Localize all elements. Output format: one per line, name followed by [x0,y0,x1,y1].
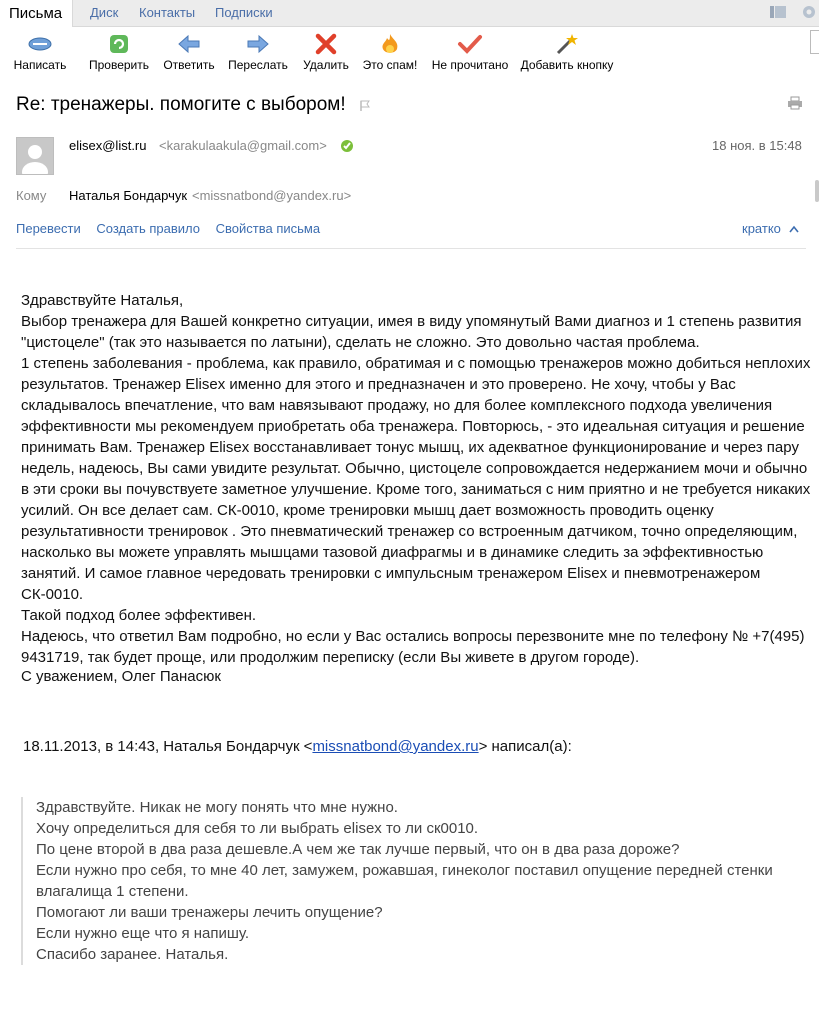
reply-button[interactable]: Ответить [161,30,217,72]
chevron-up-icon [789,225,799,233]
message-properties-link[interactable]: Свойства письма [215,221,321,236]
add-button-button[interactable]: Добавить кнопку [520,30,614,72]
translate-link[interactable]: Перевести [16,221,81,236]
reply-arrow-icon [176,32,202,56]
forward-arrow-icon [245,32,271,56]
spam-button[interactable]: Это спам! [362,30,418,72]
scrollbar[interactable] [815,180,819,202]
compose-button[interactable]: Написать [12,30,68,72]
checkmark-icon [457,32,483,56]
quote-line: Помогают ли ваши тренажеры лечить опущение? [36,904,383,921]
body-line: Надеюсь, что ответил Вам подробно, но если у Вас остались вопросы перезвоните мне по телефону № +7(495) [21,628,805,645]
body-line: эффективности мы рекомендуем приобретать оба тренажера. Повторюсь, - это идеальная ситуация и решение [21,418,805,435]
magic-wand-icon [554,32,580,56]
search-input[interactable] [810,30,819,54]
refresh-icon [106,32,132,56]
fire-icon [377,32,403,56]
settings-icon[interactable] [800,4,818,20]
top-tabs [0,0,819,27]
recipient-email: <missnatbond@yandex.ru> [192,188,352,203]
body-line: 9431719, так будет проще, или продолжим переписку (если Вы живете в другом городе). [21,649,640,666]
quote-line: Хочу определиться для себя то ли выбрать elisex то ли ск0010. [36,820,479,837]
quote-line: Спасибо заранее. Наталья. [36,946,229,963]
signature: С уважением, Олег Панасюк [21,668,221,685]
brief-label: кратко [742,221,781,236]
quote-email-link[interactable]: missnatbond@yandex.ru [312,738,479,755]
body-line: результативности тренировок . Это пневматический тренажер со встроенным датчиком, точно определяющим, [21,523,798,540]
quote-line: По цене второй в два раза дешевле.А чем же так лучше первый, что он в два раза дороже? [36,841,680,858]
recipient-name[interactable]: Наталья Бондарчук [69,188,188,203]
sender-name[interactable]: elisex@list.ru [69,138,147,153]
message-body [21,290,819,668]
body-line: Выбор тренажера для Вашей конкретно ситуации, имея в виду упомянутый Вами диагноз и 1 степень развития [21,313,802,330]
quoted-message [36,797,806,965]
divider [16,248,806,249]
tab-disk[interactable]: Диск [90,5,119,20]
body-line: в эти сроки вы почувствуете заметное улучшение. Кроме того, заниматься с ним приятно и не требуется никаких [21,481,811,498]
toolbar [0,30,819,72]
quote-header-prefix: 18.11.2013, в 14:43, Наталья Бондарчук < [23,738,313,755]
body-line: 1 степень заболевания - проблема, как правило, обратимая и с помощью тренажеров можно добиться неплохих [21,355,811,372]
check-mail-button[interactable]: Проверить [86,30,152,72]
body-line: насколько вы можете управлять мышцами тазовой диафрагмы и в динамике следить за эффективностью [21,544,764,561]
delete-button[interactable]: Удалить [300,30,352,72]
body-line: складывалось впечатление, что вам навязывают продажу, но для более комплексного подхода увеличения [21,397,773,414]
body-line: результатов. Тренажер Elisex именно для этого и предназначен и это проверено. Не хочу, чтобы у Вас [21,376,736,393]
tab-subscriptions[interactable]: Подписки [215,5,273,20]
quote-line: влагалища 1 степени. [36,883,189,900]
quote-line: Здравствуйте. Никак не могу понять что мне нужно. [36,799,398,816]
body-line: усилий. Он все делает сам. СК-0010, кроме тренировки мышц дает возможность проводить оценку [21,502,714,519]
create-rule-link[interactable]: Создать правило [96,221,201,236]
compose-icon [27,32,53,56]
verified-icon [340,139,354,158]
print-icon[interactable] [787,96,803,115]
message-actions [16,221,332,236]
message-subject: Re: тренажеры. помогите с выбором! [16,94,346,115]
quote-line: Если нужно про себя, то мне 40 лет, замужем, рожавшая, гинеколог поставил опущение передней стенки [36,862,773,879]
quote-header-suffix: > написал(а): [478,738,572,755]
to-label: Кому [16,188,47,203]
body-line: Здравствуйте Наталья, [21,292,184,309]
delete-x-icon [313,32,339,56]
tab-contacts[interactable]: Контакты [139,5,196,20]
tab-mail[interactable]: Письма [0,0,73,27]
body-line: принимать Вам. Тренажер Elisex восстанавливает тонус мышц, их адекватное функционирование и через пару [21,439,799,456]
body-line: "цистоцеле" (так это называется по латыни), сделать не сложно. Это довольно частая проблема. [21,334,700,351]
body-line: занятий. И самое главное чередовать тренировки с импульсным тренажером Elisex и пневмотренажером СК-0010. [21,565,761,603]
brief-toggle[interactable] [742,221,799,236]
forward-button[interactable]: Переслать [226,30,290,72]
flag-icon[interactable] [359,99,371,117]
quote-header [23,738,572,755]
body-line: Такой подход более эффективен. [21,607,257,624]
sender-email: <karakulaakula@gmail.com> [159,138,327,153]
message-date: 18 ноя. в 15:48 [712,138,802,153]
avatar [16,137,54,175]
quote-line: Если нужно еще что я напишу. [36,925,250,942]
layout-icon[interactable] [769,4,787,20]
mark-unread-button[interactable]: Не прочитано [430,30,510,72]
body-line: недель, надеюсь, Вы сами увидите результат. Обычно, цистоцеле сопровождается недержанием мочи и обычно [21,460,808,477]
